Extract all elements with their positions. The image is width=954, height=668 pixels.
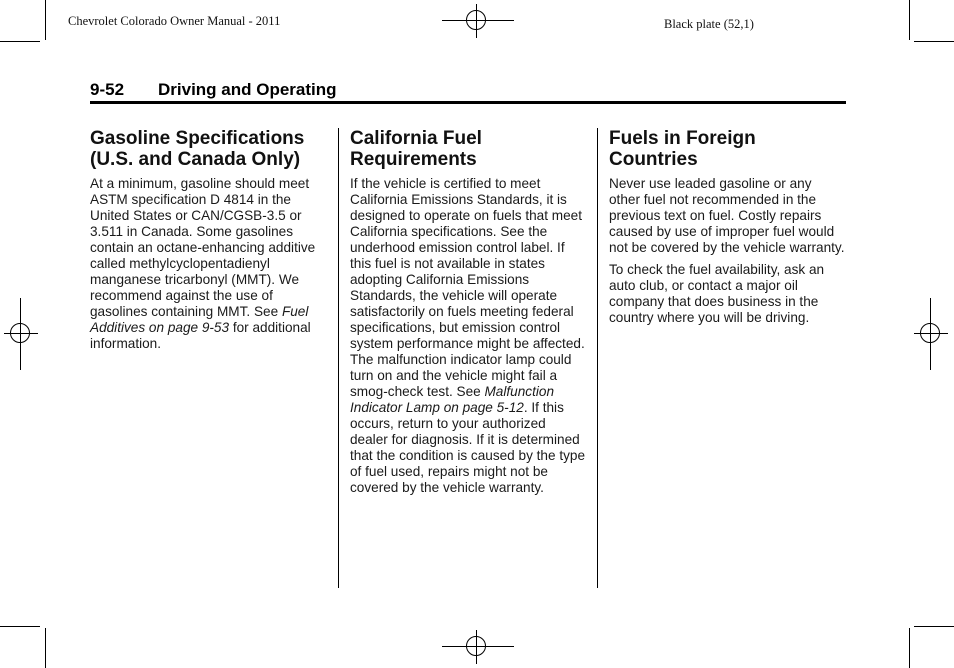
body-paragraph: Never use leaded gasoline or any other fuel not recommended in the previous text on fuel. Costly repairs caused by use of improper fuel would not be covered by the vehicle warranty. bbox=[609, 176, 845, 255]
crop-mark bbox=[0, 626, 40, 627]
header-rule bbox=[90, 101, 846, 104]
crop-mark bbox=[914, 41, 954, 42]
body-paragraph bbox=[90, 176, 326, 352]
paragraph-text: At a minimum, gasoline should meet ASTM specification D 4814 in the United States or CAN/CGSB-3.5 or 3.511 in Canada. Some gasolines contain an octane-enhancing additive called methylcyclopentadienyl manganese tricarbonyl (MMT). We recommend against the use of gasolines containing MMT. See bbox=[90, 176, 316, 319]
paragraph-text: . If this occurs, return to your authorized dealer for diagnosis. If it is determined that the condition is caused by the type of fuel used, repairs might not be covered by the vehicle warranty. bbox=[350, 400, 586, 495]
crop-mark bbox=[914, 626, 954, 627]
paragraph-text: for additional information. bbox=[90, 320, 311, 351]
plate-label: Black plate (52,1) bbox=[664, 17, 754, 31]
running-head bbox=[90, 80, 846, 100]
crop-mark bbox=[45, 0, 46, 40]
heading-line: Requirements bbox=[350, 149, 477, 170]
heading-line: Fuels in Foreign bbox=[609, 128, 756, 149]
registration-target bbox=[466, 10, 486, 30]
column-divider bbox=[597, 128, 598, 588]
body-paragraph: To check the fuel availability, ask an auto club, or contact a major oil company that does business in the country where you will be driving. bbox=[609, 262, 825, 325]
body-paragraph bbox=[350, 176, 586, 496]
crop-mark bbox=[45, 628, 46, 668]
section-heading bbox=[350, 128, 586, 170]
registration-target bbox=[466, 636, 486, 656]
heading-line: California Fuel bbox=[350, 128, 482, 149]
column-gasoline-specifications bbox=[90, 128, 326, 358]
page-number: 9-52 bbox=[90, 80, 125, 99]
heading-line: (U.S. and Canada Only) bbox=[90, 149, 301, 170]
section-heading bbox=[90, 128, 326, 170]
registration-target bbox=[920, 323, 940, 343]
registration-target bbox=[10, 323, 30, 343]
paragraph-text: If the vehicle is certified to meet California Emissions Standards, it is designed to operate on fuels that meet California specifications. See the underhood emission control label. If this fuel is not available in states adopting California Emissions Standards, the vehicle will operate satisfactorily on fuels meeting federal specifications, but emission control system performance might be affected. The malfunction indicator lamp could turn on and the vehicle might fail a smog-check test. See bbox=[350, 176, 585, 399]
column-california-fuel bbox=[350, 128, 586, 502]
section-heading bbox=[609, 128, 845, 170]
section-title: Driving and Operating bbox=[158, 80, 337, 99]
crop-mark bbox=[0, 41, 40, 42]
crop-mark bbox=[909, 628, 910, 668]
heading-line: Countries bbox=[609, 149, 698, 170]
crop-mark bbox=[909, 0, 910, 40]
cross-reference-link[interactable]: Malfunction Indicator Lamp on page 5-12 bbox=[350, 384, 554, 415]
cross-reference-link[interactable]: Fuel Additives on page 9-53 bbox=[90, 304, 309, 335]
manual-title-slug: Chevrolet Colorado Owner Manual - 2011 bbox=[68, 14, 281, 28]
column-foreign-fuels bbox=[609, 128, 845, 332]
heading-line: Gasoline Specifications bbox=[90, 128, 305, 149]
column-divider bbox=[338, 128, 339, 588]
